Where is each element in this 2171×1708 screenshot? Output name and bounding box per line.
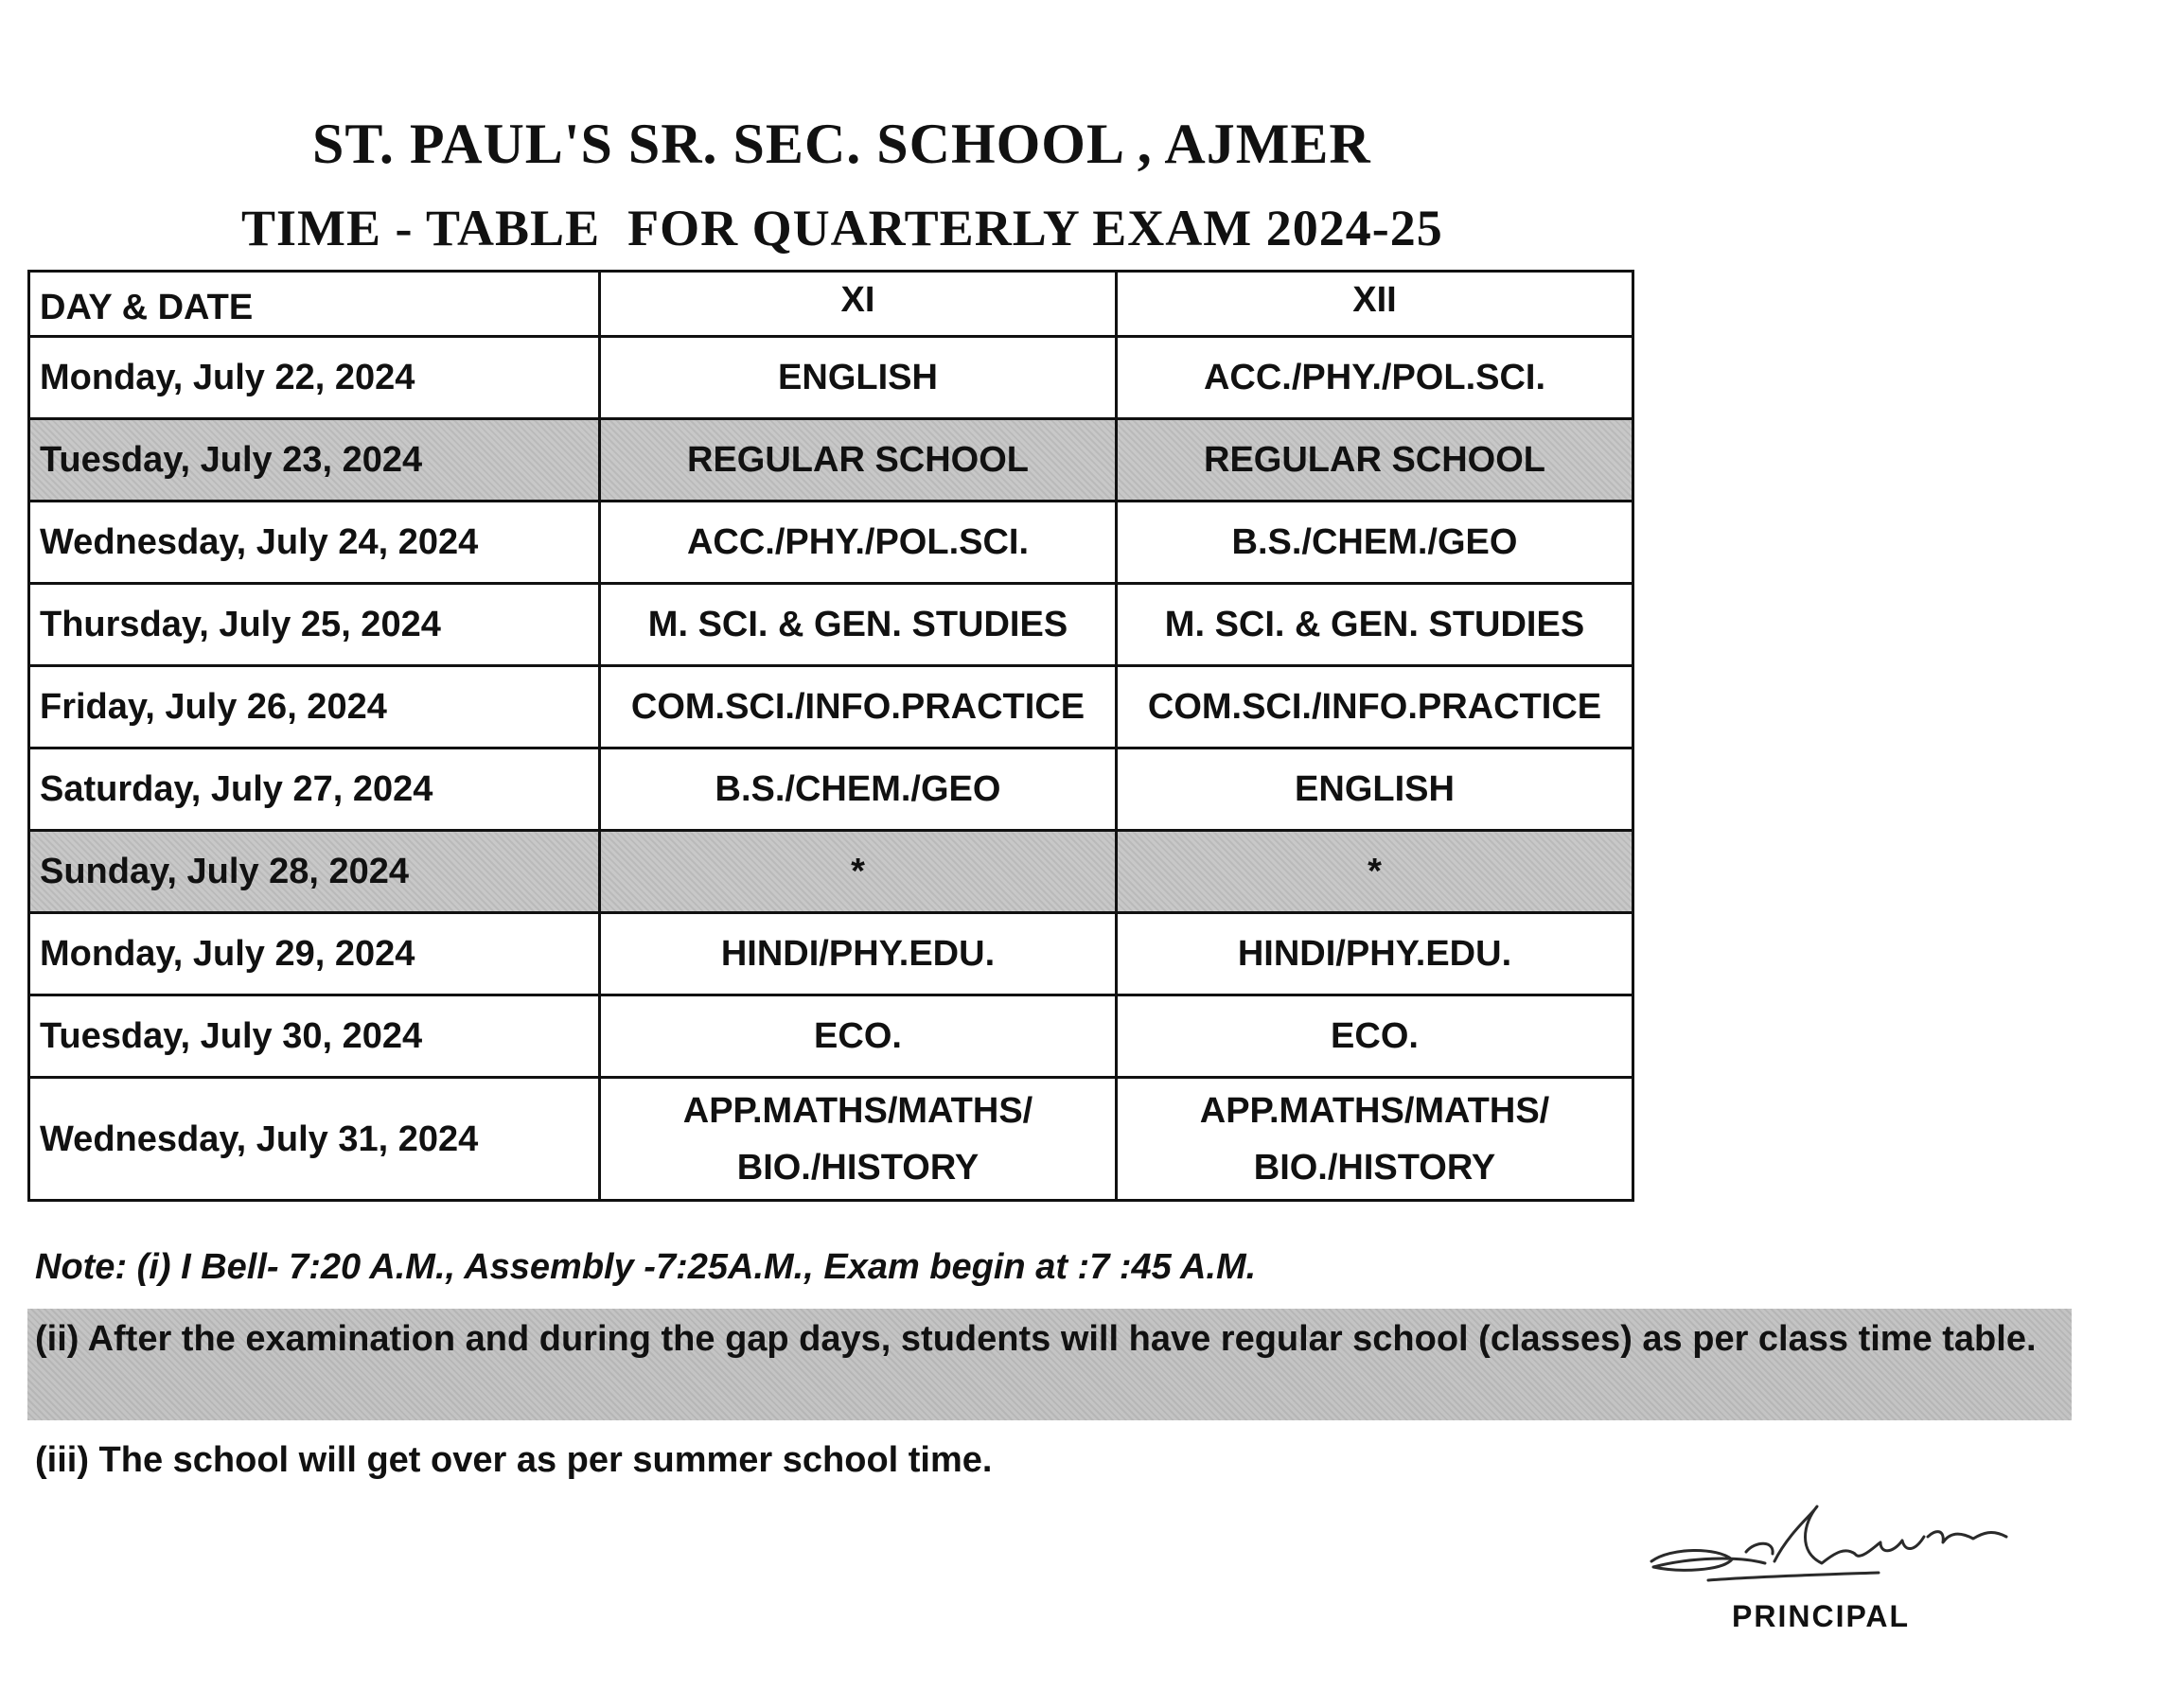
xi-subject-cell: ECO. xyxy=(600,995,1117,1078)
xii-subject-line: BIO./HISTORY xyxy=(1253,1147,1496,1188)
table-row xyxy=(29,995,1633,1078)
xi-subject-cell: B.S./CHEM./GEO xyxy=(600,748,1117,831)
xi-subject-cell: REGULAR SCHOOL xyxy=(600,419,1117,502)
header-class-xii: XII xyxy=(1117,272,1633,337)
table-row xyxy=(29,502,1633,584)
xii-subject-cell: ACC./PHY./POL.SCI. xyxy=(1117,337,1633,419)
xii-subject-cell xyxy=(1117,1078,1633,1201)
xii-subject-cell: B.S./CHEM./GEO xyxy=(1117,502,1633,584)
table-row xyxy=(29,831,1633,913)
day-date-cell: Monday, July 22, 2024 xyxy=(29,337,600,419)
xii-subject-cell: ENGLISH xyxy=(1117,748,1633,831)
day-date-cell: Monday, July 29, 2024 xyxy=(29,913,600,995)
table-row xyxy=(29,584,1633,666)
note-school-timing: (iii) The school will get over as per summer school time. xyxy=(35,1440,993,1480)
xi-subject-cell: * xyxy=(600,831,1117,913)
xi-subject-cell: HINDI/PHY.EDU. xyxy=(600,913,1117,995)
table-row xyxy=(29,913,1633,995)
day-date-cell: Wednesday, July 24, 2024 xyxy=(29,502,600,584)
school-name: ST. PAUL'S SR. SEC. SCHOOL , AJMER xyxy=(312,113,1371,175)
exam-title: TIME - TABLE FOR QUARTERLY EXAM 2024-25 xyxy=(241,200,1443,256)
note-timings: Note: (i) I Bell- 7:20 A.M., Assembly -7:25A.M., Exam begin at :7 :45 A.M. xyxy=(35,1247,1257,1287)
xi-subject-line: APP.MATHS/MATHS/ xyxy=(682,1090,1033,1131)
day-date-cell: Wednesday, July 31, 2024 xyxy=(29,1078,600,1201)
day-date-cell: Thursday, July 25, 2024 xyxy=(29,584,600,666)
day-date-cell: Tuesday, July 23, 2024 xyxy=(29,419,600,502)
day-date-cell: Tuesday, July 30, 2024 xyxy=(29,995,600,1078)
table-row xyxy=(29,1078,1633,1201)
note-gap-days: (ii) After the examination and during the gap days, students will have regular school (classes) as per class time table. xyxy=(27,1309,2072,1420)
table-header-row xyxy=(29,272,1633,337)
xi-subject-cell: ENGLISH xyxy=(600,337,1117,419)
table-row xyxy=(29,748,1633,831)
table-row xyxy=(29,337,1633,419)
day-date-cell: Friday, July 26, 2024 xyxy=(29,666,600,748)
table-row xyxy=(29,666,1633,748)
exam-timetable xyxy=(27,270,1634,1202)
xii-subject-cell: * xyxy=(1117,831,1633,913)
day-date-cell: Sunday, July 28, 2024 xyxy=(29,831,600,913)
xii-subject-cell: REGULAR SCHOOL xyxy=(1117,419,1633,502)
day-date-cell: Saturday, July 27, 2024 xyxy=(29,748,600,831)
xii-subject-cell: COM.SCI./INFO.PRACTICE xyxy=(1117,666,1633,748)
xii-subject-line: APP.MATHS/MATHS/ xyxy=(1199,1090,1550,1131)
xi-subject-cell: COM.SCI./INFO.PRACTICE xyxy=(600,666,1117,748)
table-row xyxy=(29,419,1633,502)
xii-subject-cell: ECO. xyxy=(1117,995,1633,1078)
xi-subject-cell: M. SCI. & GEN. STUDIES xyxy=(600,584,1117,666)
xii-subject-cell: M. SCI. & GEN. STUDIES xyxy=(1117,584,1633,666)
principal-label: PRINCIPAL xyxy=(1732,1599,1911,1633)
xi-subject-cell: ACC./PHY./POL.SCI. xyxy=(600,502,1117,584)
header-day-date: DAY & DATE xyxy=(29,272,600,337)
xi-subject-line: BIO./HISTORY xyxy=(736,1147,980,1188)
xi-subject-cell xyxy=(600,1078,1117,1201)
xii-subject-cell: HINDI/PHY.EDU. xyxy=(1117,913,1633,995)
header-class-xi: XI xyxy=(600,272,1117,337)
